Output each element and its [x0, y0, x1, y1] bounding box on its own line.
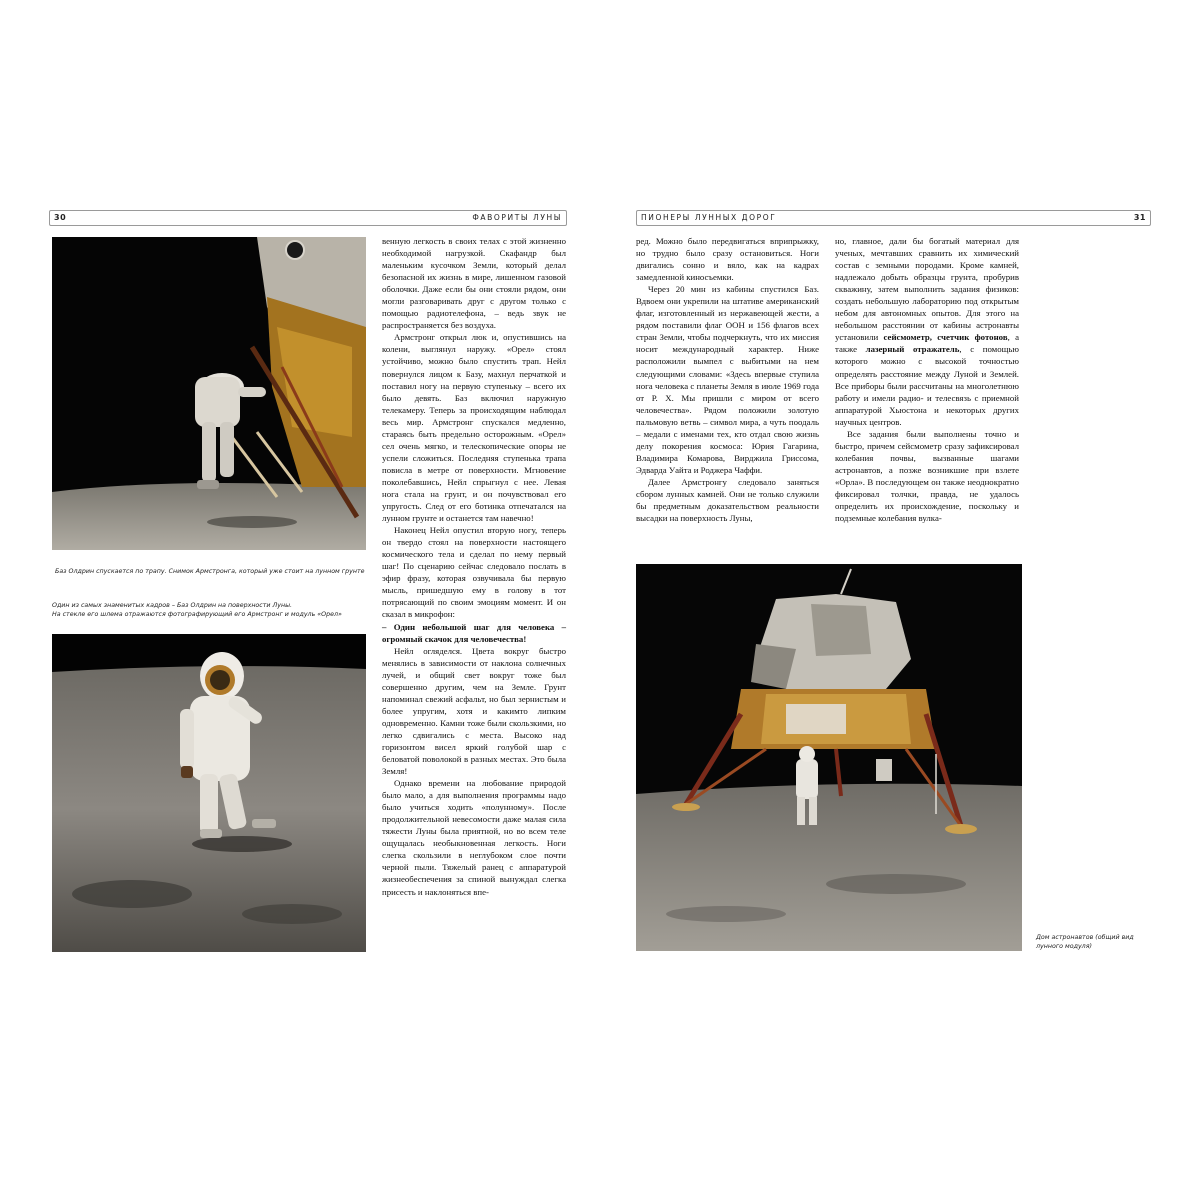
left-paragraph-4: Нейл огляделся. Цвета вокруг быстро менялись в зависимости от наклона солнечных лучей, и общий свет вокруг тоже был совершенно другим, чем на Земле. Грунт напоминал свежий асфальт, но был зернистым и более упругим, хотя и какимто липким одновременно. Камни тоже были скользкими, но легко сдвигались с места. Высоко над горизонтом висел яркий голубой шар с беловатой поволокой в разных местах. Это была Земля! — [382, 645, 566, 777]
left-page-number: 30 — [54, 213, 67, 222]
right-running-header — [636, 210, 1151, 226]
right-col1-paragraph-1: ред. Можно было передвигаться вприпрыжку, но трудно было сразу остановиться. Ноги двигались сонно и вяло, как на кадрах замедленной киносъемки. — [636, 236, 819, 283]
right-col1-paragraph-3: Далее Армстронгу следовало заняться сбором лунных камней. Они не только служили бы предметным доказательством реальности высадки на поверхность Луны, — [636, 476, 819, 524]
left-running-header — [49, 210, 567, 226]
caption-aldrin-ladder: Баз Олдрин спускается по трапу. Снимок Армстронга, который уже стоит на лунном грунте — [55, 568, 365, 575]
photo-lunar-module — [636, 564, 1022, 951]
right-text-column-1 — [636, 235, 819, 524]
right-text-column-2 — [835, 235, 1019, 524]
aldrin-surface-illustration — [52, 634, 366, 952]
left-text-column — [382, 235, 566, 898]
right-col2-paragraph-1 — [835, 235, 1019, 428]
caption-lunar-module: Дом астронавтов (общий вид лунного модуля) — [1036, 934, 1134, 950]
right-running-title: ПИОНЕРЫ ЛУННЫХ ДОРОГ — [641, 213, 777, 222]
photo-aldrin-ladder — [52, 237, 366, 550]
right-page-number: 31 — [1133, 213, 1146, 222]
photo-aldrin-surface — [52, 634, 366, 952]
caption-aldrin-surface — [52, 601, 382, 619]
caption-aldrin-surface-line1: Один из самых знаменитых кадров – Баз Олдрин на поверхности Луны. — [52, 602, 293, 609]
col2-text-b: , а также — [835, 332, 1019, 355]
instruments-bold-2: лазерный отражатель — [865, 344, 960, 355]
col2-text-a: но, главное, дали бы богатый материал для ученых, мечтавших сравнить их химический состав с земными породами. Кроме камней, надлежало добыть образцы грунта, пробурив скважину, затем выполнить задания физиков: создать небольшую лабораторию под открытым небом для автономных опытов. Для этого на небольшом расстоянии от кабины астронавты установили — [835, 236, 1019, 343]
aldrin-ladder-illustration — [52, 237, 366, 550]
left-paragraph-5: Однако времени на любование природой было мало, а для выполнения программы надо было учиться ходить «полунному». После продолжительной невесомости даже малая сила тяжести Луны была приятной, но во всем теле ощущалась необыкновенная легкость. Ноги слегка скользили в неглубоком слое почти черной пыли. Тяжелый ранец с аппаратурой жизнеобеспечения за спиной вынуждал слегка присесть и наклоняться впе- — [382, 778, 566, 897]
instruments-bold-1: сейсмометр, счетчик фотонов — [883, 332, 1008, 343]
left-paragraph-3: Наконец Нейл опустил вторую ногу, теперь он твердо стоял на поверхности настоящего космического тела и сделал по нему первый шаг! По сценарию сейчас следовало послать в эфир фразу, которая озвучивала бы первую мысль, пришедшую ему в голову в тот потрясающий по своим эмоциям момент. И он сказал в микрофон: — [382, 525, 566, 620]
armstrong-quote: – Один небольшой шаг для человека – огромный скачок для человечества! — [382, 621, 566, 644]
col2-text-c: , с помощью которого можно с высокой точностью определять расстояние между Луной и Землей. Все приборы были рассчитаны на многолетнюю работу и имели радио- и телесвязь с приемной аппаратурой Хьюстона и некоторых других научных центров. — [835, 344, 1020, 427]
lunar-module-illustration — [636, 564, 1022, 951]
caption-aldrin-surface-line2: На стекле его шлема отражаются фотографирующий его Армстронг и модуль «Орел» — [52, 611, 342, 618]
right-col2-paragraph-2: Все задания были выполнены точно и быстро, причем сейсмометр сразу зафиксировал колебания почвы, вызванные шагами астронавтов, а позже возникшие при взлете «Орла». В последующем он также неоднократно фиксировал толчки, правда, не удалось определить их происхождение, поскольку и подземные колебания вулка- — [835, 428, 1019, 524]
left-running-title: ФАВОРИТЫ ЛУНЫ — [472, 213, 562, 222]
left-paragraph-2: Армстронг открыл люк и, опустившись на колени, выглянул наружу. «Орел» стоял устойчиво, можно было спустить трап. Нейл повернулся лицом к Базу, махнул перчаткой и поставил ногу на первую ступеньку – всего их было девять. Баз включил наружную телекамеру. Теперь за происходящим наблюдал весь мир. Армстронг спускался медленно, стараясь быть предельно осторожным. «Орел» сел очень мягко, и телескопические опоры не успели сложиться. Последняя ступенька трапа повисла в метре от поверхности. Мгновение поколебавшись, Нейл спрыгнул с нее. Левая нога стала на грунт, и он почувствовал его упругость. След от его ботинка отпечатался на лунном грунте и останется там навечно! — [382, 332, 566, 524]
right-col1-paragraph-2: Через 20 мин из кабины спустился Баз. Вдвоем они укрепили на штативе американский флаг, изготовленный из нержавеющей жести, а рядом поставили флаг ООН и 156 флагов всех стран Земли, чтобы подчеркнуть, что их миссия носит международный характер. Ниже расположили вымпел с выбитыми на нем следующими словами: «Здесь впервые ступила нога человека с планеты Земля в июле 1969 года от Р. Х. Мы пришли с миром от всего человечества». Рядом положили золотую пальмовую ветвь – символ мира, а чуть поодаль – медали с именами тех, кто отдал свою жизнь делу покорения космоса: Юрия Гагарина, Владимира Комарова, Вирджила Гриссома, Эдварда Уайта и Роджера Чаффи. — [636, 284, 819, 475]
left-paragraph-1: венную легкость в своих телах с этой жизненно необходимой нагрузкой. Скафандр был маленьким кусочком Земли, который делал безопасной их жизнь в мире, лишенном газовой оболочки. Даже если бы они стояли рядом, они могли разговаривать друг с другом только с помощью радиотелефона, – ведь звук не распространяется без воздуха. — [382, 236, 566, 331]
